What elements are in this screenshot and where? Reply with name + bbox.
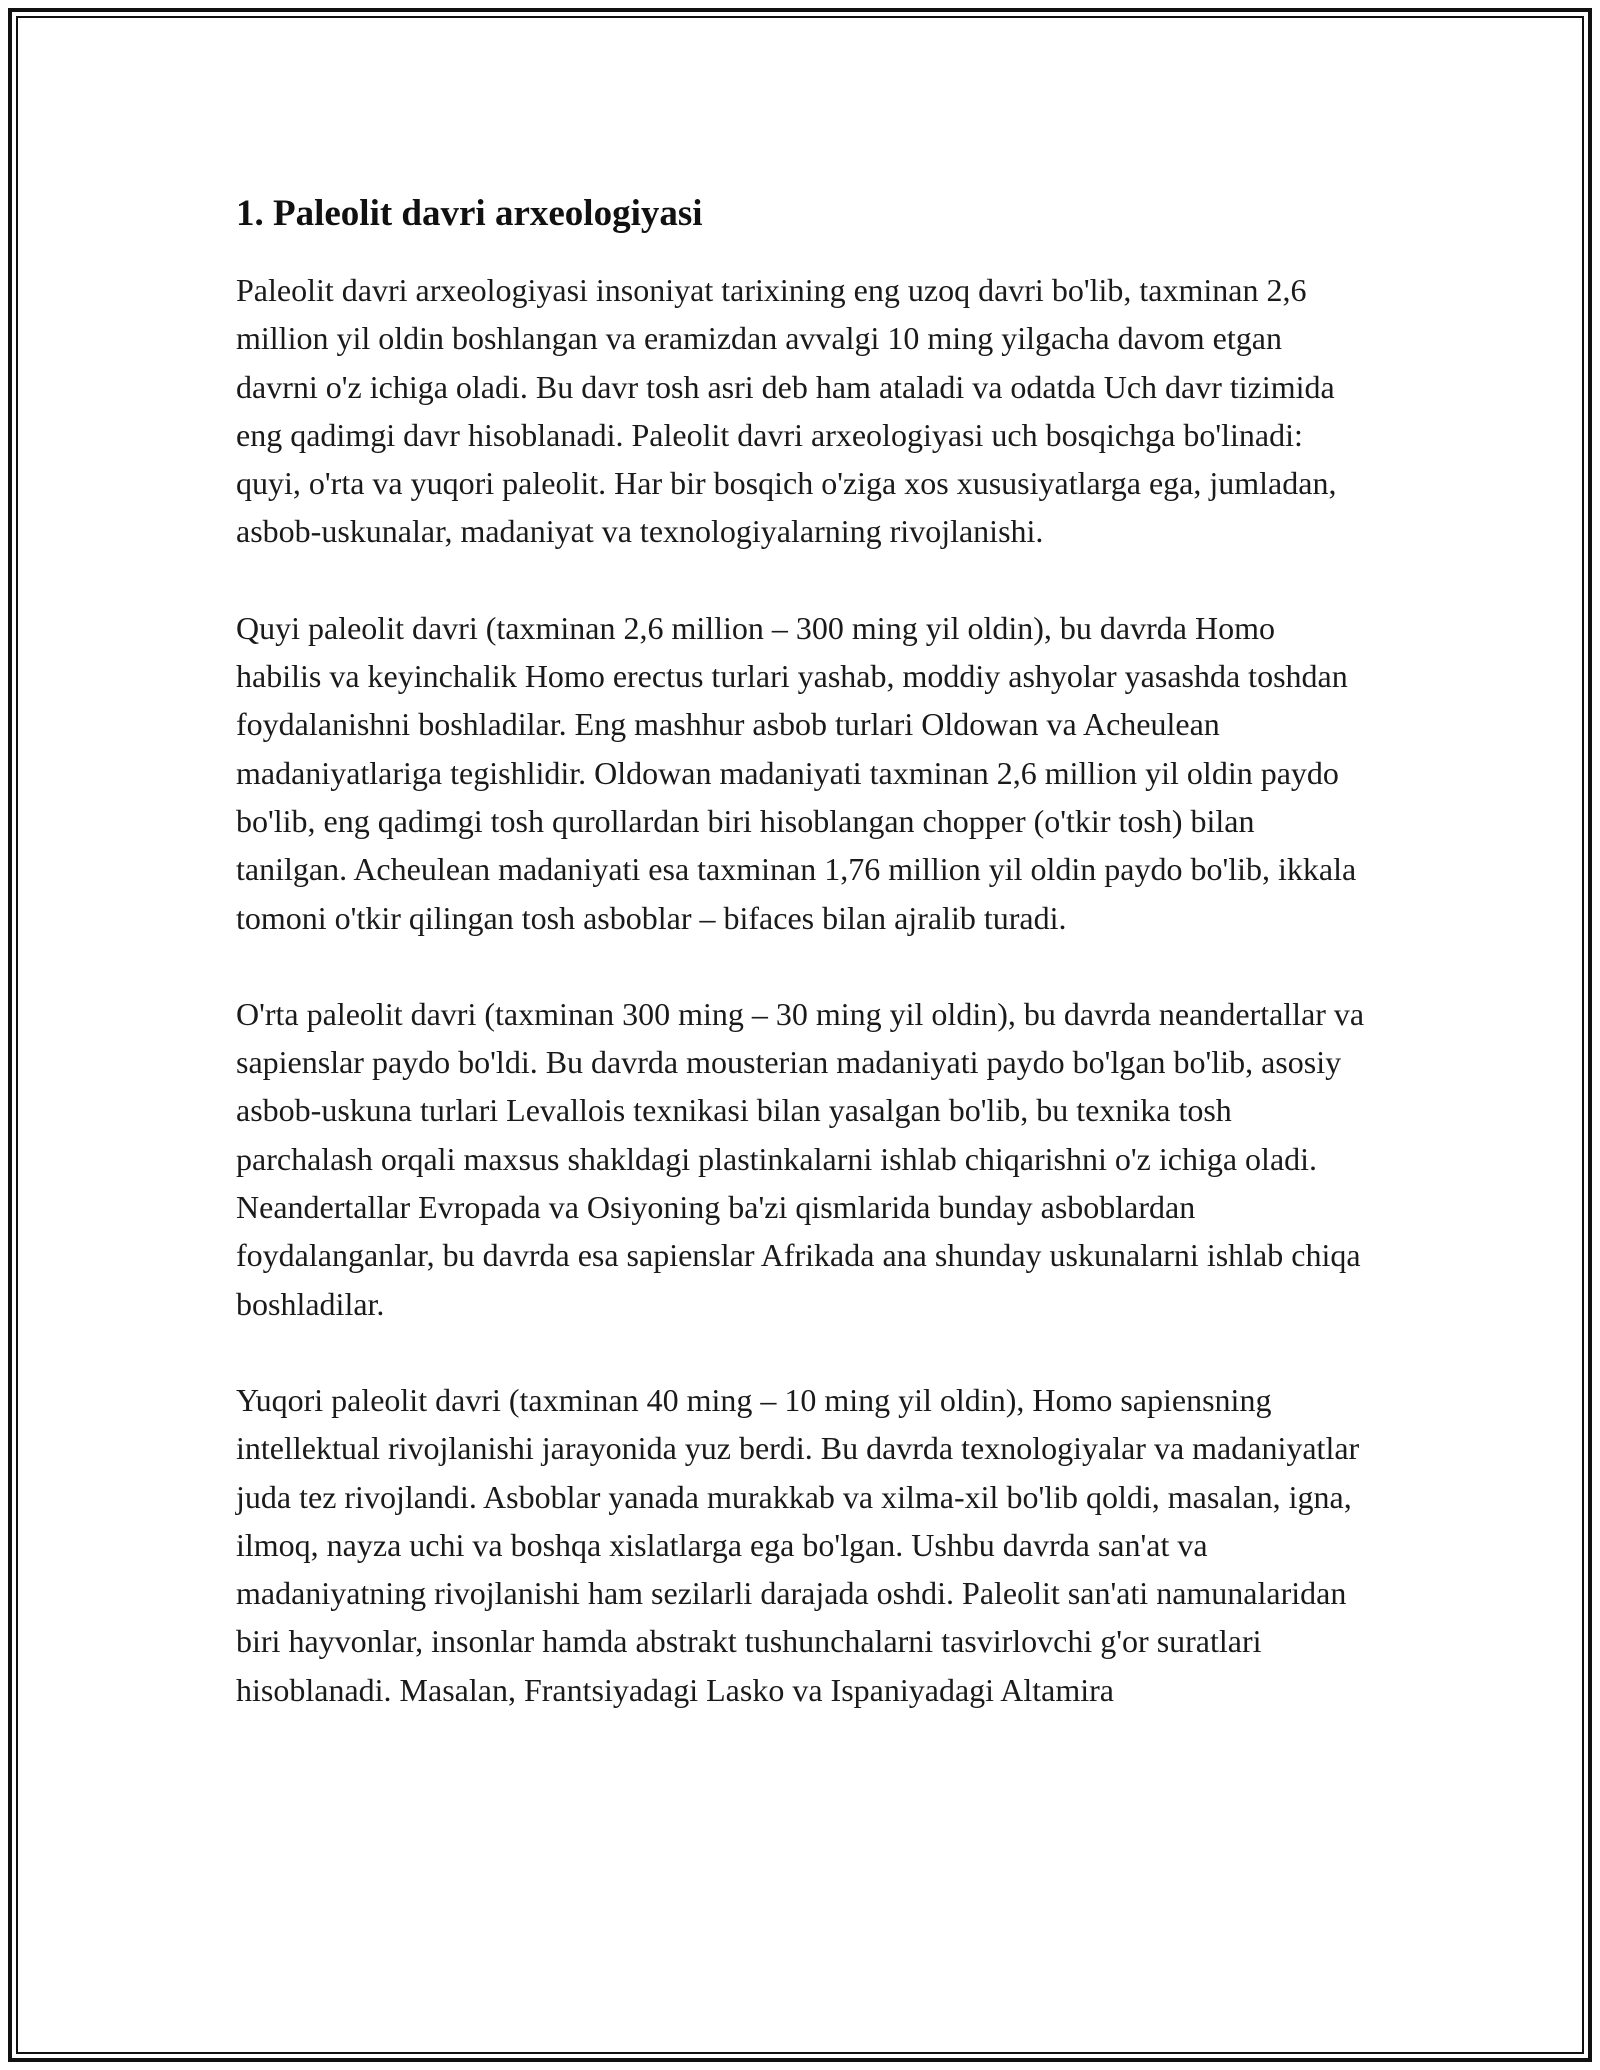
paragraph-upper-paleolithic: Yuqori paleolit davri (taxminan 40 ming – 10 ming yil oldin), Homo sapiensning intellektual rivojlanishi jarayonida yuz berdi. Bu davrda texnologiyalar va madaniyatlar juda tez rivojlandi. Asboblar yanada murakkab va xilma-xil bo'lib qoldi, masalan, igna, ilmoq, nayza uchi va boshqa xislatlarga ega bo'lgan. Ushbu davrda san'at va madaniyatning rivojlanishi ham sezilarli darajada oshdi. Paleolit san'ati namunalaridan biri hayvonlar, insonlar hamda abstrakt tushunchalarni tasvirlovchi g'or suratlari hisoblanadi. Masalan, Frantsiyadagi Lasko va Ispaniyadagi Altamira [236, 1381, 1360, 1708]
document-body [236, 188, 1366, 1762]
paragraph-intro: Paleolit davri arxeologiyasi insoniyat tarixining eng uzoq davri bo'lib, taxminan 2,6 million yil oldin boshlangan va eramizdan avvalgi 10 ming yilgacha davom etgan davrni o'z ichiga oladi. Bu davr tosh asri deb ham ataladi va odatda Uch davr tizimida eng qadimgi davr hisoblanadi. Paleolit davri arxeologiyasi uch bosqichga bo'linadi: quyi, o'rta va yuqori paleolit. Har bir bosqich o'ziga xos xususiyatlarga ega, jumladan, asbob-uskunalar, madaniyat va texnologiyalarning rivojlanishi. [236, 272, 1337, 550]
paragraph-lower-paleolithic: Quyi paleolit davri (taxminan 2,6 million – 300 ming yil oldin), bu davrda Homo habilis va keyinchalik Homo erectus turlari yashab, moddiy ashyolar yasashda toshdan foydalanishni boshladilar. Eng mashhur asbob turlari Oldowan va Acheulean madaniyatlariga tegishlidir. Oldowan madaniyati taxminan 2,6 million yil oldin paydo bo'lib, eng qadimgi tosh qurollardan biri hisoblangan chopper (o'tkir tosh) bilan tanilgan. Acheulean madaniyati esa taxminan 1,76 million yil oldin paydo bo'lib, ikkala tomoni o'tkir qilingan tosh asboblar – bifaces bilan ajralib turadi. [236, 609, 1357, 936]
section-heading: 1. Paleolit davri arxeologiyasi [236, 193, 703, 234]
paragraph-middle-paleolithic: O'rta paleolit davri (taxminan 300 ming – 30 ming yil oldin), bu davrda neandertallar va sapienslar paydo bo'ldi. Bu davrda mousterian madaniyati paydo bo'lgan bo'lib, asosiy asbob-uskuna turlari Levallois texnikasi bilan yasalgan bo'lib, bu texnika tosh parchalash orqali maxsus shakldagi plastinkalarni ishlab chiqarishni o'z ichiga oladi. Neandertallar Evropada va Osiyoning ba'zi qismlarida bunday asboblardan foydalanganlar, bu davrda esa sapienslar Afrikada ana shunday uskunalarni ishlab chiqa boshladilar. [236, 995, 1365, 1322]
